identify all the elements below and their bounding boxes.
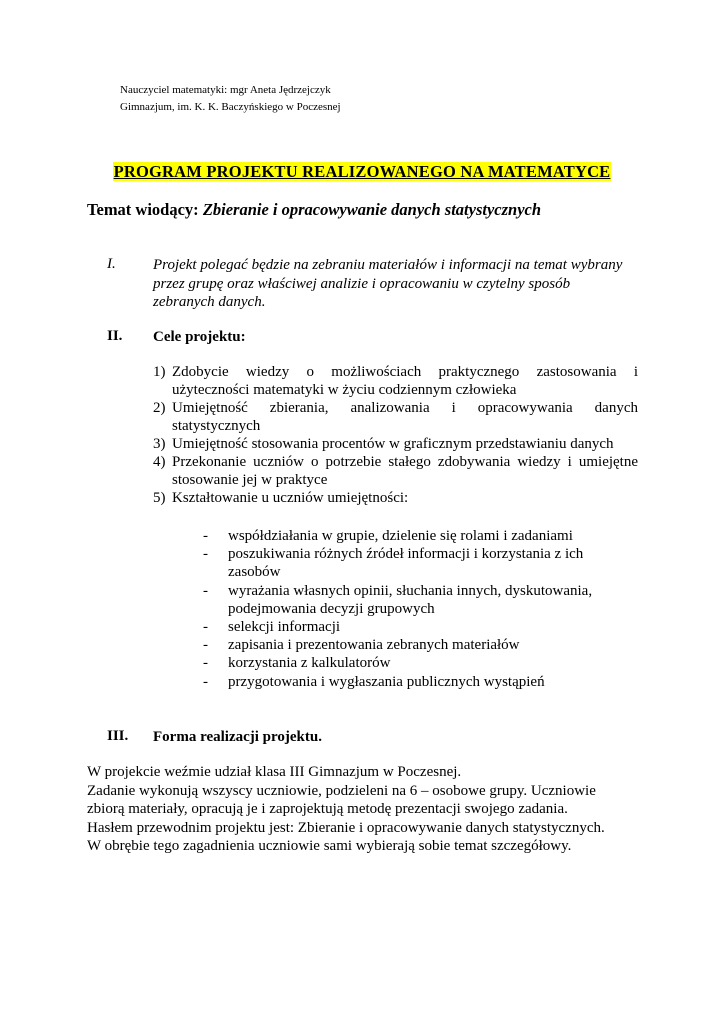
section-2-number: II. xyxy=(107,328,123,344)
skill-item xyxy=(203,527,633,545)
paragraph-line: W projekcie weźmie udział klasa III Gimnazjum w Poczesnej. xyxy=(87,764,462,780)
goal-number: 2) xyxy=(153,400,166,416)
skill-text: zapisania i prezentowania zebranych materiałów xyxy=(228,637,520,654)
goal-number: 1) xyxy=(153,364,166,380)
goal-number: 3) xyxy=(153,436,166,452)
document-title: PROGRAM PROJEKTU REALIZOWANEGO NA MATEMATYCE xyxy=(113,162,611,181)
section-3-number: III. xyxy=(107,728,129,744)
paragraph-line: zbiorą materiały, opracują je i zaprojektują metodę prezentacji swojego zadania. xyxy=(87,801,568,817)
section-3-heading: Forma realizacji projektu. xyxy=(153,729,322,745)
section-3-paragraph xyxy=(87,763,639,856)
skills-list xyxy=(203,527,633,691)
skill-item xyxy=(203,545,633,581)
goal-item xyxy=(153,363,638,399)
topic-label: Temat wiodący: xyxy=(87,200,199,219)
dash-bullet: - xyxy=(203,637,208,654)
skill-item xyxy=(203,654,633,672)
skill-item xyxy=(203,673,633,691)
section-1-text: Projekt polegać będzie na zebraniu materiałów i informacji na temat wybrany przez grupę oraz właściwej analizie i opracowaniu w czytelny sposób zebranych danych. xyxy=(153,257,623,310)
school-line: Gimnazjum, im. K. K. Baczyńskiego w Poczesnej xyxy=(120,101,341,113)
skill-text: przygotowania i wygłaszania publicznych wystąpień xyxy=(228,673,545,690)
document-header xyxy=(120,82,341,116)
skill-item xyxy=(203,636,633,654)
paragraph-line: W obrębie tego zagadnienia uczniowie sami wybierają sobie temat szczegółowy. xyxy=(87,838,572,854)
dash-bullet: - xyxy=(203,673,208,690)
goal-item xyxy=(153,435,638,453)
section-1-number: I. xyxy=(107,256,116,272)
dash-bullet: - xyxy=(203,546,208,563)
goal-item xyxy=(153,489,638,507)
dash-bullet: - xyxy=(203,655,208,672)
skill-text: korzystania z kalkulatorów xyxy=(228,655,391,672)
document-title-wrap xyxy=(0,162,724,182)
goal-item xyxy=(153,399,638,435)
goal-number: 4) xyxy=(153,454,166,470)
goal-text: Zdobycie wiedzy o możliwościach praktycznego zastosowania i użyteczności matematyki w życiu codziennym człowieka xyxy=(172,364,638,398)
skill-item xyxy=(203,582,633,618)
paragraph-line: Hasłem przewodnim projektu jest: Zbieranie i opracowywanie danych statystycznych. xyxy=(87,819,605,836)
goal-text: Przekonanie uczniów o potrzebie stałego zdobywania wiedzy i umiejętne stosowanie jej w praktyce xyxy=(172,454,638,488)
skill-text: poszukiwania różnych źródeł informacji i korzystania z ich zasobów xyxy=(228,546,584,581)
topic-value: Zbieranie i opracowywanie danych statystycznych xyxy=(202,200,542,219)
skill-text: selekcji informacji xyxy=(228,619,341,636)
goals-list xyxy=(153,363,638,507)
goal-number: 5) xyxy=(153,490,166,506)
section-2-heading: Cele projektu: xyxy=(153,329,246,345)
skill-text: wyrażania własnych opinii, słuchania innych, dyskutowania, podejmowania decyzji grupowych xyxy=(228,582,593,617)
skill-item xyxy=(203,618,633,636)
skill-text: współdziałania w grupie, dzielenie się rolami i zadaniami xyxy=(228,528,573,544)
paragraph-line: Zadanie wykonują wszyscy uczniowie, podzieleni na 6 – osobowe grupy. Uczniowie xyxy=(87,782,596,799)
goal-item xyxy=(153,453,638,489)
goal-text: Umiejętność zbierania, analizowania i opracowywania danych statystycznych xyxy=(172,400,638,434)
teacher-line: Nauczyciel matematyki: mgr Aneta Jędrzejczyk xyxy=(120,84,331,96)
dash-bullet: - xyxy=(203,582,208,599)
goal-text: Umiejętność stosowania procentów w graficznym przedstawianiu danych xyxy=(172,436,614,452)
dash-bullet: - xyxy=(203,528,208,544)
goal-text: Kształtowanie u uczniów umiejętności: xyxy=(172,490,409,506)
topic-line xyxy=(87,200,541,220)
dash-bullet: - xyxy=(203,619,208,636)
